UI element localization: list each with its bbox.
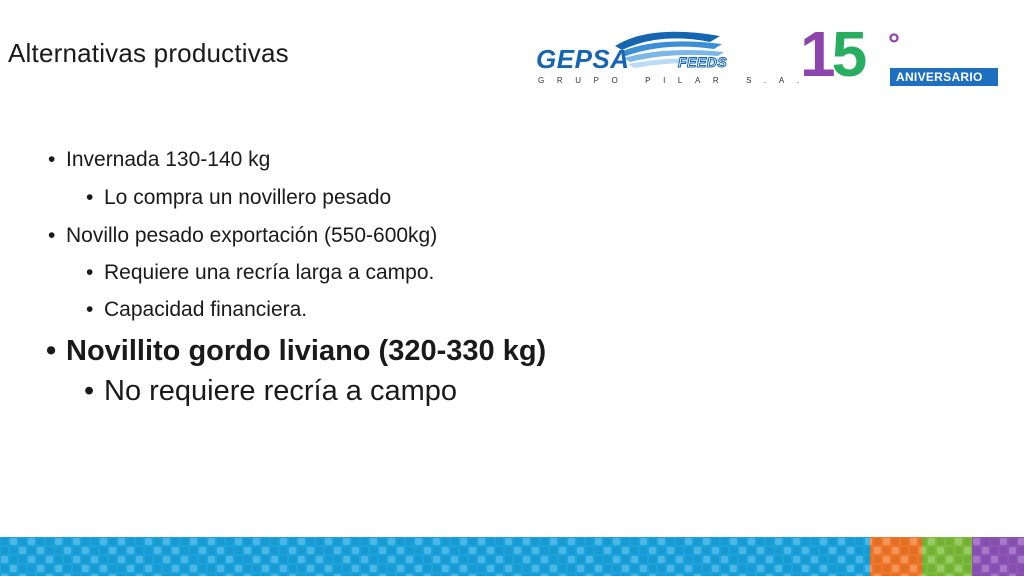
bullet-dot: • bbox=[46, 335, 57, 367]
bullet-text: Requiere una recría larga a campo. bbox=[104, 261, 435, 284]
bullet-text: Lo compra un novillero pesado bbox=[104, 186, 392, 209]
bullet-item bbox=[48, 224, 438, 248]
bullet-item-emphasis bbox=[46, 335, 547, 368]
bullet-dot: • bbox=[86, 186, 94, 209]
bullet-dot: • bbox=[86, 298, 94, 321]
bullet-dot: • bbox=[84, 375, 95, 407]
bullet-dot: • bbox=[86, 261, 94, 284]
bullet-item bbox=[48, 148, 271, 172]
anniversary-digit-5: 5 bbox=[831, 18, 864, 90]
gepsa-wordmark: GEPSA bbox=[536, 44, 630, 74]
slide-title: Alternativas productivas bbox=[8, 38, 289, 68]
bullet-item bbox=[86, 261, 435, 285]
anniversary-digit-1: 1 bbox=[800, 18, 832, 90]
bullet-dot: • bbox=[48, 224, 56, 247]
gepsa-subtitle: GRUPO PILAR S.A. bbox=[538, 76, 812, 85]
bullet-item bbox=[86, 186, 392, 210]
decorative-bottom-band bbox=[0, 537, 1024, 576]
bullet-item bbox=[86, 298, 308, 322]
bullet-text: Capacidad financiera. bbox=[104, 298, 308, 321]
bullet-item-emphasis bbox=[84, 375, 457, 408]
bullet-text: Novillito gordo liviano (320-330 kg) bbox=[66, 335, 547, 367]
bullet-dot: • bbox=[48, 148, 56, 171]
gepsa-feeds-text: FEEDS bbox=[678, 54, 728, 70]
bullet-text: Novillo pesado exportación (550-600kg) bbox=[66, 224, 438, 247]
anniversary-degree: ° bbox=[888, 28, 900, 61]
bullet-text: No requiere recría a campo bbox=[104, 375, 457, 407]
anniversary-label: ANIVERSARIO bbox=[896, 70, 983, 84]
bullet-text: Invernada 130-140 kg bbox=[66, 148, 271, 171]
